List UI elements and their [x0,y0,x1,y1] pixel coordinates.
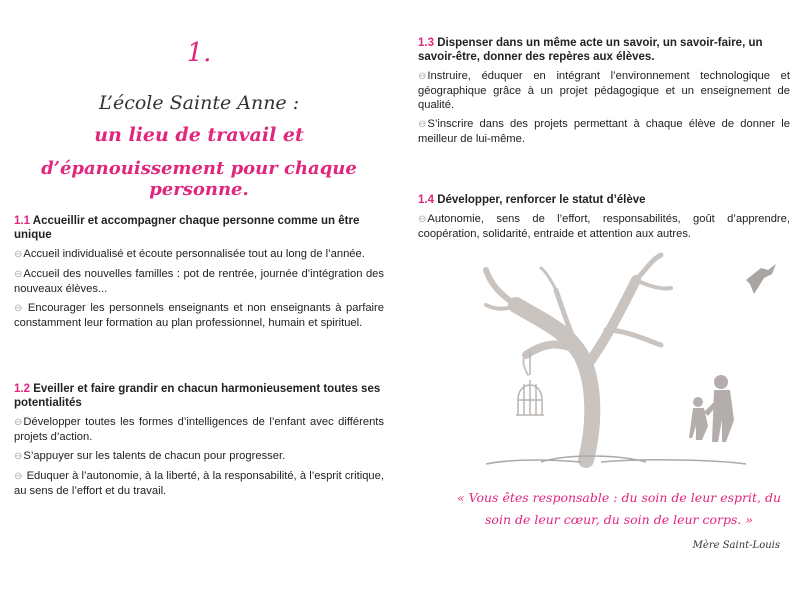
item-text: Autonomie, sens de l’effort, responsabilités, goût d’apprendre, coopération, solidarité, entraide et attention aux autres. [418,213,790,240]
oval-arrow-icon: ⊖ [14,303,23,314]
section-1-3 [418,36,790,151]
list-item [418,212,790,241]
item-text: Instruire, éduquer en intégrant l’environnement technologique et géographique grâce à un projet pédagogique et un enseignement de qualité. [418,70,790,111]
quote-text: « Vous êtes responsable : du soin de leur esprit, du soin de leur cœur, du soin de leur corps. » [456,490,782,527]
item-text: Accueil des nouvelles familles : pot de rentrée, journée d’intégration des nouveaux élèves... [14,268,384,295]
item-text: S’inscrire dans des projets permettant à chaque élève de donner le meilleur de lui-même. [418,118,790,145]
section-number: 1.4 [418,194,434,206]
item-text: Encourager les personnels enseignants et non enseignants à parfaire constamment leur formation au plan professionnel, humain et spirituel. [14,302,384,329]
item-text: Développer toutes les formes d’intelligences de l’enfant avec différents projets d’action. [14,416,384,443]
section-1-4 [418,193,790,246]
list-item [14,247,384,262]
slogan-line-2: d’épanouissement pour chaque personne. [41,158,357,200]
list-item [418,117,790,146]
slogan-line-1: un lieu de travail et [94,124,304,146]
list-item [14,415,384,444]
section-title [418,193,790,207]
people-silhouette-icon [689,375,734,442]
oval-arrow-icon: ⊖ [14,269,23,280]
quote-author: Mère Saint-Louis [692,540,780,551]
school-name: L’école Sainte Anne : [98,92,300,114]
section-title-text: Dispenser dans un même acte un savoir, un savoir-faire, un savoir-être, donner des repères aux élèves. [418,37,763,63]
section-number: 1.3 [418,37,434,49]
tree-icon [486,255,671,460]
chapter-number: 1. [186,38,212,68]
section-title [14,382,384,410]
section-number: 1.2 [14,383,30,395]
bird-icon [746,264,776,294]
section-number: 1.1 [14,215,30,227]
section-title-text: Eveiller et faire grandir en chacun harmonieusement toutes ses potentialités [14,383,381,409]
list-item [418,69,790,112]
section-title [14,214,384,242]
list-item [14,301,384,330]
tree-illustration [446,250,786,480]
list-item [14,469,384,498]
item-text: Accueil individualisé et écoute personnalisée tout au long de l’année. [23,248,365,260]
oval-arrow-icon: ⊖ [14,417,23,428]
section-1-1 [14,214,384,335]
section-title [418,36,790,64]
oval-arrow-icon: ⊖ [14,451,23,462]
oval-arrow-icon: ⊖ [418,119,427,130]
oval-arrow-icon: ⊖ [14,249,23,260]
item-text: Eduquer à l’autonomie, à la liberté, à la responsabilité, à l’esprit critique, au sens de l’effort et du travail. [14,470,384,497]
item-text: S’appuyer sur les talents de chacun pour progresser. [23,450,286,462]
birdcage-icon [516,350,544,415]
oval-arrow-icon: ⊖ [418,71,427,82]
oval-arrow-icon: ⊖ [418,214,427,225]
roots-icon [486,456,746,464]
list-item [14,449,384,464]
oval-arrow-icon: ⊖ [14,471,23,482]
section-1-2 [14,382,384,503]
section-title-text: Développer, renforcer le statut d’élève [437,194,646,206]
section-title-text: Accueillir et accompagner chaque personne comme un être unique [14,215,360,241]
list-item [14,267,384,296]
